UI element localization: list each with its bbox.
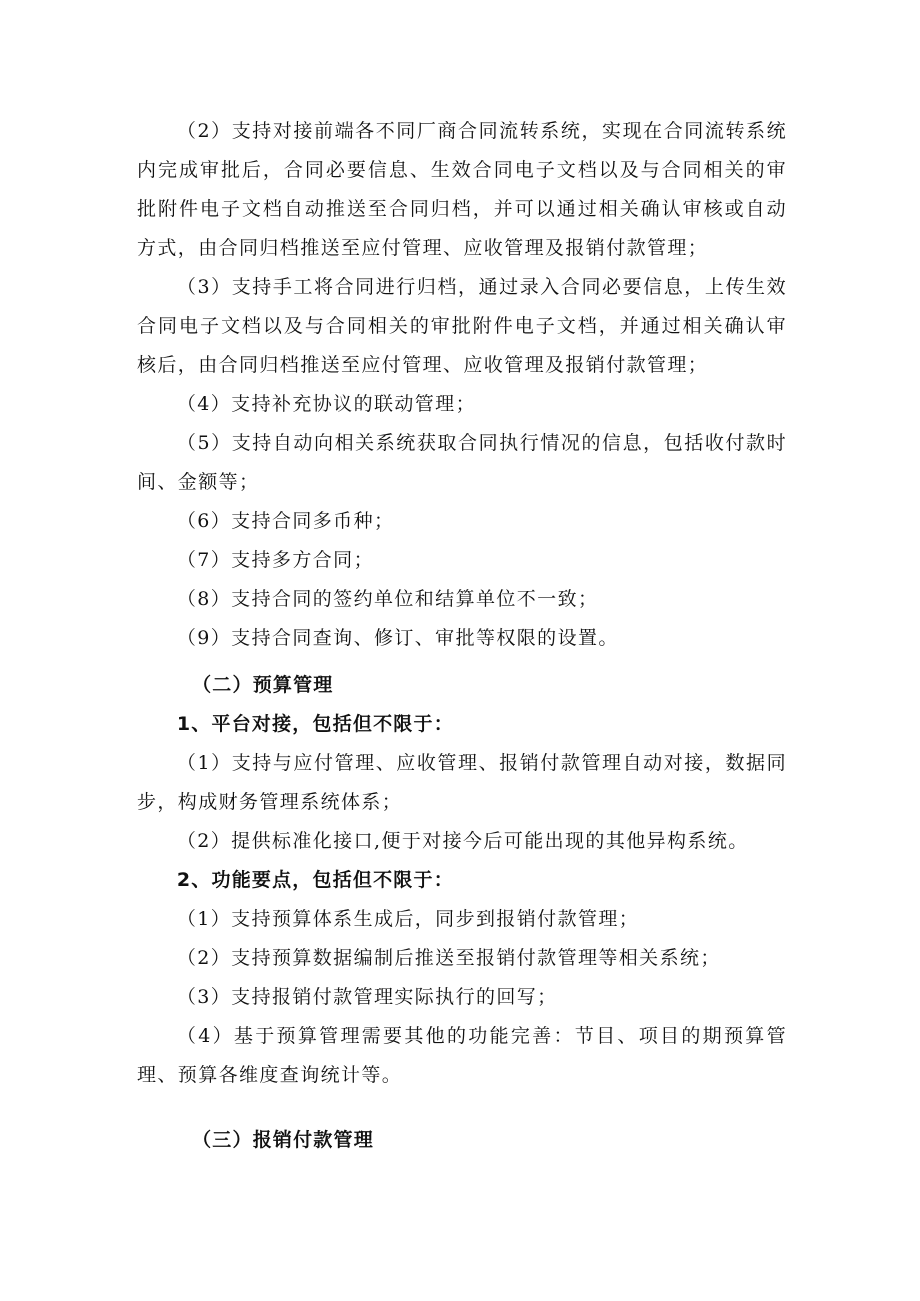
contract-item-8: （8）支持合同的签约单位和结算单位不一致； bbox=[176, 588, 599, 610]
contract-item-9: （9）支持合同查询、修订、审批等权限的设置。 bbox=[176, 627, 619, 649]
contract-item-7: （7）支持多方合同； bbox=[176, 549, 374, 571]
budget-platform-item-2: （2）提供标准化接口,便于对接今后可能出现的其他异构系统。 bbox=[176, 830, 749, 852]
contract-item-2: （2）支持对接前端各不同厂商合同流转系统，实现在合同流转系统内完成审批后，合同必要信息、生效合同电子文档以及与合同相关的审批附件电子文档自动推送至合同归档，并可以通过相关确认审核或自动方式，由合同归档推送至应付管理、应收管理及报销付款管理； bbox=[137, 120, 787, 259]
budget-feature-item-3: （3）支持报销付款管理实际执行的回写； bbox=[176, 986, 558, 1008]
section-heading-budget: （二）预算管理 bbox=[192, 674, 334, 696]
subsection-heading-platform: 1、平台对接，包括但不限于： bbox=[176, 713, 454, 735]
contract-item-6: （6）支持合同多币种； bbox=[176, 510, 395, 532]
section-heading-reimbursement: （三）报销付款管理 bbox=[192, 1129, 374, 1151]
contract-item-3: （3）支持手工将合同进行归档，通过录入合同必要信息，上传生效合同电子文档以及与合同相关的审批附件电子文档，并通过相关确认审核后，由合同归档推送至应付管理、应收管理及报销付款管理； bbox=[137, 276, 787, 376]
budget-platform-item-1: （1）支持与应付管理、应收管理、报销付款管理自动对接，数据同步，构成财务管理系统体系； bbox=[137, 752, 787, 813]
subsection-heading-features: 2、功能要点，包括但不限于： bbox=[176, 869, 454, 891]
budget-feature-item-2: （2）支持预算数据编制后推送至报销付款管理等相关系统； bbox=[176, 947, 721, 969]
contract-item-4: （4）支持补充协议的联动管理； bbox=[176, 393, 476, 415]
contract-item-5: （5）支持自动向相关系统获取合同执行情况的信息，包括收付款时间、金额等； bbox=[137, 432, 787, 493]
budget-feature-item-1: （1）支持预算体系生成后，同步到报销付款管理； bbox=[176, 908, 640, 930]
budget-feature-item-4: （4）基于预算管理需要其他的功能完善：节目、项目的期预算管理、预算各维度查询统计等。 bbox=[137, 1025, 787, 1086]
document-body bbox=[137, 112, 787, 1160]
